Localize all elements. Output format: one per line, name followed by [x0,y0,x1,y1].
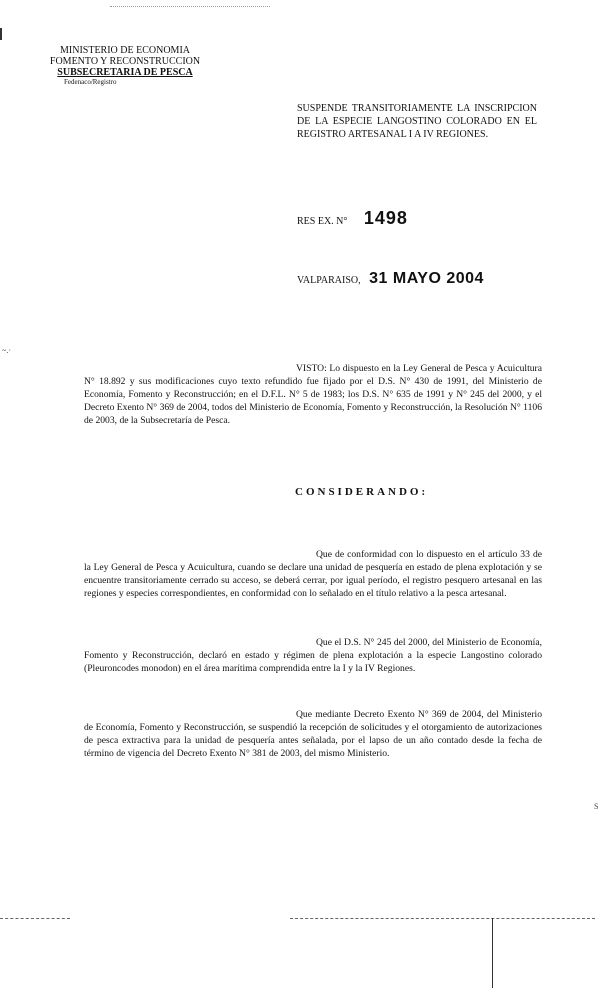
considerando-paragraph-3: Que mediante Decreto Exento N° 369 de 2004, del Ministerio de Economía, Fomento y Reconstrucción, se suspendió la recepción de solicitudes y el otorgamiento de autorizaciones de pesca extractiva para la unidad de pesquería antes señalada, por el lapso de un año contado desde la fecha de término de vigencia del Decreto Exento N° 381 de 2003, del mismo Ministerio. [84,709,542,759]
considerando-paragraph-1: Que de conformidad con lo dispuesto en el artículo 33 de la Ley General de Pesca y Acuicultura, cuando se declare una unidad de pesquería en estado de plena explotación y se encuentre transitoriamente cerrado su acceso, se deberá cerrar, por igual período, el registro pesquero artesanal en las regiones y especies correspondientes, en conformidad con lo señalado en el título relativo a la pesca artesanal. [84,549,542,599]
scan-edge-mark [0,28,2,40]
margin-mark-right: S [594,802,599,811]
letterhead-ministry-2: FOMENTO Y RECONSTRUCCION [49,56,201,67]
place-date-line [297,270,484,288]
considerando-paragraph-2: Que el D.S. N° 245 del 2000, del Ministerio de Economía, Fomento y Reconstrucción, declaró en estado y régimen de plena explotación a la especie Langostino colorado (Pleuroncodes monodon) en el área marítima comprendida entre la I y la IV Regiones. [84,637,542,674]
margin-mark: ~.· [2,346,11,355]
letterhead-ministry: MINISTERIO DE ECONOMIA [60,45,190,56]
scan-rule-bottom [290,918,595,919]
letterhead-dept: Fedenaco/Registro [64,78,117,86]
document-subject: SUSPENDE TRANSITORIAMENTE LA INSCRIPCION DE LA ESPECIE LANGOSTINO COLORADO EN EL REGISTRO ARTESANAL I A IV REGIONES. [297,103,537,140]
scan-rule-vertical [492,918,493,988]
date-stamp: 31 MAYO 2004 [369,270,484,287]
resolution-number-line [297,208,408,229]
resolution-number: 1498 [363,208,408,228]
letterhead-subsecretaria: SUBSECRETARIA DE PESCA [57,67,193,78]
place: VALPARAISO, [297,275,361,286]
letterhead [40,45,210,87]
considerando-heading: CONSIDERANDO: [295,486,429,498]
visto-paragraph: VISTO: Lo dispuesto en la Ley General de Pesca y Acuicultura N° 18.892 y sus modificaciones cuyo texto refundido fue fijado por el D.S. N° 430 de 1991, del Ministerio de Economía, Fomento y Reconstrucción; en el D.F.L. N° 5 de 1983; los D.S. N° 635 de 1991 y N° 245 del 2000, y el Decreto Exento N° 369 de 2004, todos del Ministerio de Economía, Fomento y Reconstrucción, la Resolución N° 1106 de 2003, de la Subsecretaría de Pesca. [84,363,542,426]
scan-artifact-top [110,6,270,7]
resolution-label: RES EX. N° [297,216,348,227]
scan-rule-left [0,918,70,919]
